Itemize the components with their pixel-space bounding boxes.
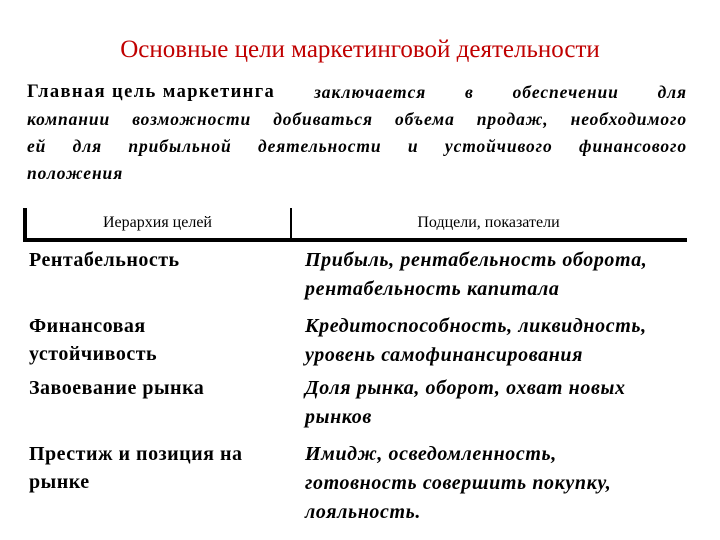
goals-table: [23, 208, 687, 527]
subgoal-line: рентабельность капитала: [305, 278, 560, 300]
goal-cell: [25, 240, 291, 310]
table-row: [25, 310, 687, 372]
intro-paragraph: [27, 79, 687, 187]
subgoal-line: Имидж, осведомленность,: [305, 443, 557, 465]
intro-word: заключается: [314, 82, 427, 102]
intro-word: в: [465, 82, 474, 102]
goal-line: Финансовая: [29, 315, 146, 337]
table-row: [25, 240, 687, 310]
intro-lead: Главная цель маркетинга: [27, 82, 276, 102]
table-row: [25, 372, 687, 438]
header-goal-hierarchy: Иерархия целей: [25, 208, 291, 240]
table-header-row: [25, 208, 687, 240]
subgoal-line: уровень самофинансирования: [305, 344, 584, 366]
goal-cell: [25, 310, 291, 372]
intro-line-2: компании возможности добиваться объема продаж, необходимого: [27, 109, 687, 129]
subgoal-line: Прибыль, рентабельность оборота,: [305, 249, 648, 271]
goal-line: рынке: [29, 471, 90, 493]
intro-line-1: [27, 79, 687, 106]
header-subgoals: Подцели, показатели: [291, 208, 687, 240]
subgoal-cell: [291, 240, 687, 310]
subgoal-cell: [291, 438, 687, 527]
goal-line: Престиж и позиция на: [29, 443, 243, 465]
intro-line-4: положения: [27, 163, 124, 183]
subgoal-line: готовность совершить покупку,: [305, 472, 612, 494]
intro-word: обеспечении: [512, 82, 619, 102]
subgoal-cell: [291, 372, 687, 438]
subgoal-cell: [291, 310, 687, 372]
subgoal-line: Доля рынка, оборот, охват новых: [305, 377, 626, 399]
goal-line: Рентабельность: [29, 249, 180, 271]
subgoal-line: лояльность.: [305, 501, 421, 523]
goal-line: Завоевание рынка: [29, 377, 205, 399]
goal-cell: [25, 438, 291, 527]
goal-cell: [25, 372, 291, 438]
goal-line: устойчивость: [29, 343, 158, 365]
slide-title: Основные цели маркетинговой деятельности: [120, 36, 600, 63]
subgoal-line: Кредитоспособность, ликвидность,: [305, 315, 647, 337]
table-row: [25, 438, 687, 527]
intro-line-3: ей для прибыльной деятельности и устойчивого финансового: [27, 136, 687, 156]
intro-word: для: [657, 82, 687, 102]
subgoal-line: рынков: [305, 406, 372, 428]
